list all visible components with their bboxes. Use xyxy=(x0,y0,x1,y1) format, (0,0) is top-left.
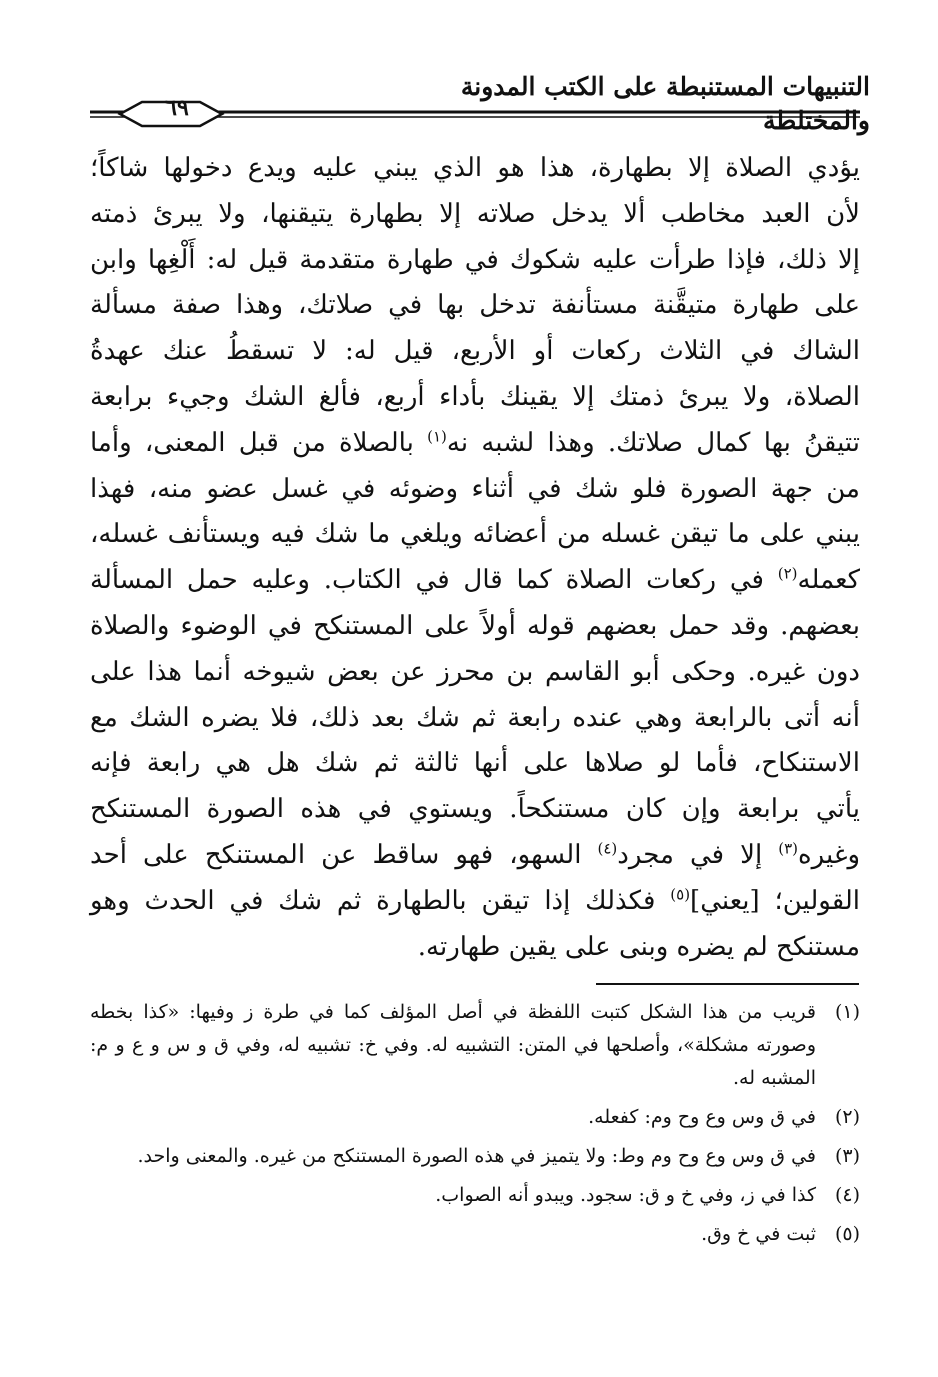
text-line: أنه أتى بالرابعة وهي عنده رابعة ثم شك بعد ذلك، فلا يضره الشك مع xyxy=(90,702,860,733)
footnote-number: (١) xyxy=(834,1001,860,1023)
text-line: على طهارة متيقَّنة مستأنفة تدخل بها في صلاتك، وهذا صفة مسألة xyxy=(90,290,860,321)
text-line: لأن العبد مخاطب ألا يدخل صلاته إلا بطهارة يتيقنها، ولا يبرئ ذمته xyxy=(90,198,860,229)
text-line: إلا ذلك، فإذا طرأت عليه شكوك في طهارة متقدمة قيل له: أَلْغِها وابن xyxy=(90,244,860,275)
footnote-text: ثبت في خ وق. xyxy=(701,1223,816,1245)
footnote-text: كذا في ز، وفي خ و ق: سجود. ويبدو أنه الصواب. xyxy=(435,1184,816,1206)
text-line: الاستنكاح، فأما لو صلاها على أنها ثالثة ثم شك هل هي رابعة فإنه xyxy=(90,748,860,779)
text-segment: إلا في مجرد xyxy=(617,839,763,870)
text-line: مستنكح لم يضره وبنى على يقين طهارته. xyxy=(417,931,860,962)
text-segment: تتيقنُ بها كمال صلاتك. وهذا لشبه نه xyxy=(446,427,860,458)
footnote-number: (٥) xyxy=(834,1223,860,1245)
footnote-number: (٣) xyxy=(834,1145,860,1167)
text-line: يؤدي الصلاة إلا بطهارة، هذا هو الذي يبني عليه ويدع دخولها شاكاً؛ xyxy=(90,153,860,183)
footnote xyxy=(90,1140,860,1173)
text-line: الشاك في الثلاث ركعات أو الأربع، قيل له: لا تسقطُ عنك عهدةُ xyxy=(90,336,860,367)
footnote-text: في ق وس وع وح وم: كفعله. xyxy=(588,1106,816,1128)
footnote-ref-1: (١) xyxy=(427,427,447,446)
page-number: ٦٩ xyxy=(165,95,189,121)
footnote-text: في ق وس وع وح وم وط: ولا يتميز في هذه الصورة المستنكح من غيره. والمعنى واحد. xyxy=(137,1145,816,1167)
text-segment: بالصلاة من قبل المعنى، وأما xyxy=(90,427,414,458)
footnotes xyxy=(90,996,860,1257)
text-segment: وغيره xyxy=(798,839,860,870)
text-segment: القولين؛ [يعني] xyxy=(690,885,860,916)
text-line xyxy=(90,833,860,879)
text-segment: في ركعات الصلاة كما قال في الكتاب. وعليه حمل المسألة xyxy=(90,565,764,596)
footnote-text: قريب من هذا الشكل كتبت اللفظة في أصل المؤلف كما في طرة ز وفيها: «كذا بخطه وصورته مشكلة»، وأصلحها في المتن: التشبيه له. وفي خ: تشبيه له، وفي ق و س و ع و م: المشبه له. xyxy=(90,1001,816,1089)
footnote-number: (٤) xyxy=(834,1184,860,1206)
footnote-separator xyxy=(596,983,859,985)
main-text xyxy=(90,146,860,970)
text-segment: كعمله xyxy=(797,565,861,596)
footnote-ref-4: (٤) xyxy=(597,839,618,858)
text-line: الصلاة، ولا يبرئ ذمتك إلا يقينك بأداء أربع، فألغ الشك وجيء برابعة xyxy=(90,381,860,412)
footnote xyxy=(90,996,860,1095)
footnote-number: (٢) xyxy=(834,1106,860,1128)
text-line: من جهة الصورة فلو شك في أثناء وضوئه في غسل عضو منه، فهذا xyxy=(90,473,860,504)
text-segment: السهو، فهو ساقط عن المستنكح على أحد xyxy=(90,839,582,870)
text-segment: فكذلك إذا تيقن بالطهارة ثم شك في الحدث وهو xyxy=(90,885,656,916)
text-line xyxy=(90,879,860,925)
footnote xyxy=(90,1179,860,1212)
text-line xyxy=(90,421,860,467)
footnote-ref-3: (٣) xyxy=(778,839,799,858)
footnote xyxy=(90,1101,860,1134)
running-title: التنبيهات المستنبطة على الكتب المدونة والمختلطة xyxy=(460,72,870,135)
text-line: يأتي برابعة وإن كان مستنكحاً. ويستوي في هذه الصورة المستنكح xyxy=(90,794,860,825)
text-line: يبني على ما تيقن غسله من أعضائه ويلغي ما شك فيه ويستأنف غسله، xyxy=(90,519,860,550)
footnote-ref-2: (٢) xyxy=(777,564,798,583)
footnote xyxy=(90,1218,860,1251)
footnote-ref-5: (٥) xyxy=(670,885,691,904)
text-line xyxy=(90,558,860,604)
text-line: بعضهم. وقد حمل بعضهم قوله أولاً على المستنكح في الوضوء والصلاة xyxy=(90,610,860,641)
text-line: دون غيره. وحكى أبو القاسم بن محرز عن بعض شيوخه أنما هذا على xyxy=(90,656,860,687)
